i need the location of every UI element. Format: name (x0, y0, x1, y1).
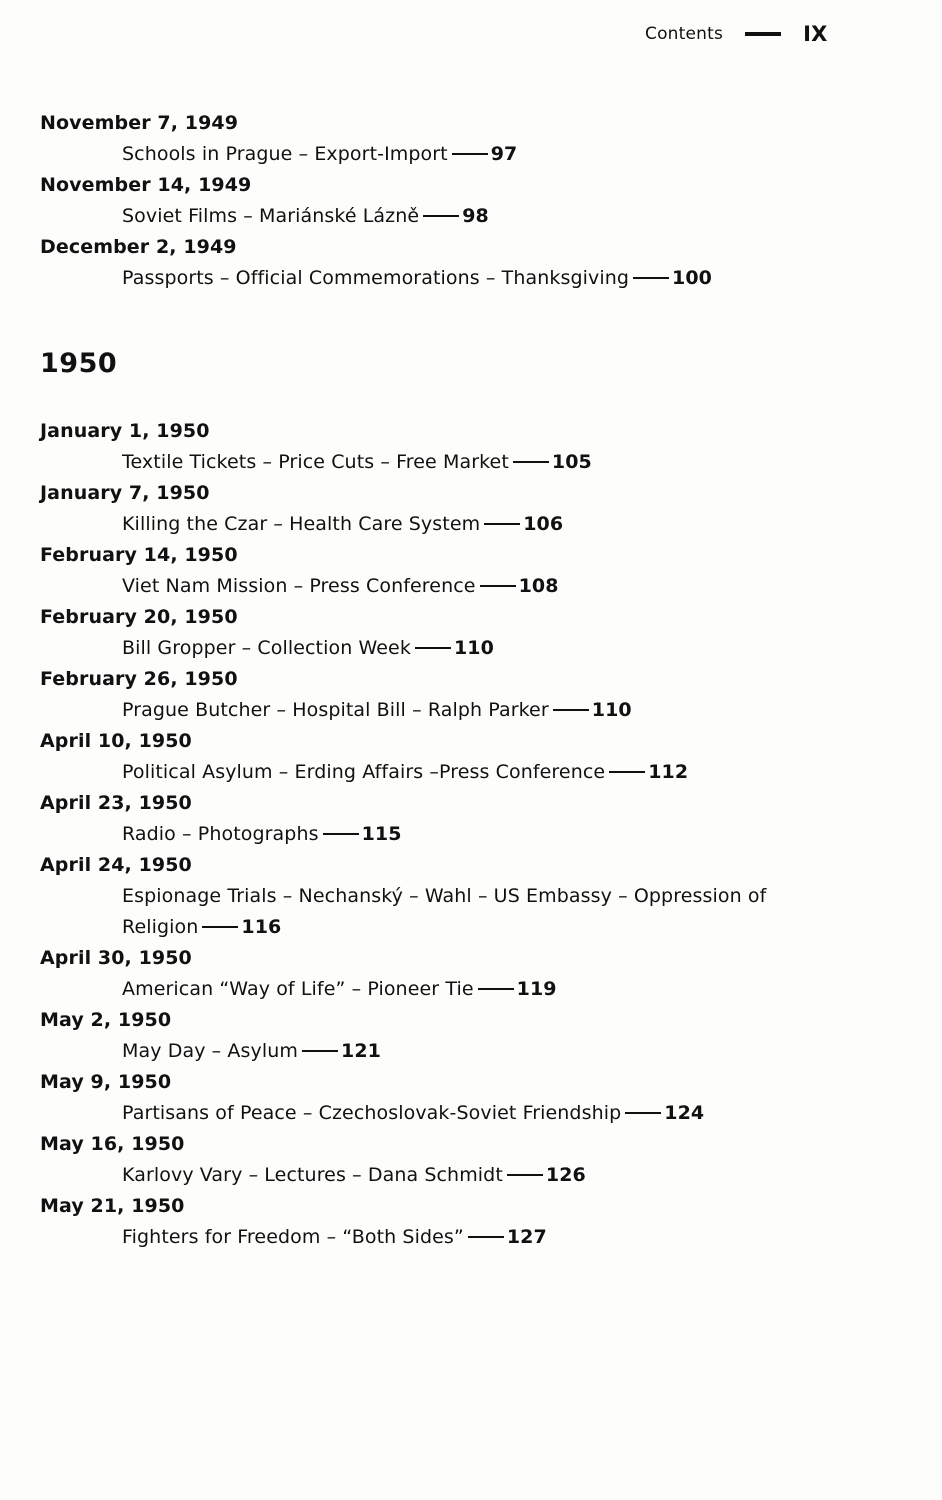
entry-topics: Passports – Official Commemorations – Thanksgiving (122, 267, 630, 289)
entry-line (122, 819, 822, 850)
entry-page-number: 112 (648, 761, 689, 783)
entry-date: April 24, 1950 (40, 854, 192, 876)
toc-entry (40, 478, 920, 540)
toc-entry (40, 1191, 920, 1253)
entry-line (122, 1098, 822, 1129)
toc-entry (40, 416, 920, 478)
entry-leader-rule (507, 1174, 543, 1176)
entry-line (122, 1160, 822, 1191)
toc-entry (40, 602, 920, 664)
running-head-label: Contents (645, 24, 724, 44)
toc-entry (40, 1067, 920, 1129)
entry-line (122, 1036, 822, 1067)
entry-leader-rule (452, 153, 488, 155)
entry-page-number: 110 (591, 699, 632, 721)
entry-leader-rule (423, 215, 459, 217)
toc-entry (40, 664, 920, 726)
entry-topics: Political Asylum – Erding Affairs –Press Conference (122, 761, 606, 783)
entry-page-number: 97 (490, 143, 518, 165)
entry-topics: American “Way of Life” – Pioneer Tie (122, 978, 474, 1000)
entry-page-number: 108 (518, 575, 559, 597)
entry-line (122, 633, 822, 664)
entry-topics: Radio – Photographs (122, 823, 319, 845)
entry-topics: Soviet Films – Mariánské Lázně (122, 205, 420, 227)
entry-page-number: 116 (241, 916, 282, 938)
entry-date: February 20, 1950 (40, 606, 238, 628)
entry-topics: Textile Tickets – Price Cuts – Free Market (122, 451, 509, 473)
entry-topics: Karlovy Vary – Lectures – Dana Schmidt (122, 1164, 503, 1186)
entry-leader-rule (625, 1112, 661, 1114)
entry-page-number: 98 (462, 205, 489, 227)
toc-section-1949 (40, 108, 920, 294)
entry-page-number: 127 (506, 1226, 547, 1248)
entry-line (122, 757, 822, 788)
entry-line (122, 447, 822, 478)
entry-line (122, 1222, 822, 1253)
entry-page-number: 121 (341, 1040, 381, 1062)
entry-line (122, 571, 822, 602)
entry-leader-rule (480, 585, 516, 587)
entry-leader-rule (415, 647, 451, 649)
entry-page-number: 100 (672, 267, 712, 289)
entry-leader-rule (202, 926, 238, 928)
running-head (645, 22, 827, 46)
toc-entry (40, 726, 920, 788)
entry-leader-rule (484, 523, 520, 525)
toc-entry (40, 788, 920, 850)
entry-line (122, 201, 822, 232)
entry-leader-rule (302, 1050, 338, 1052)
entry-leader-rule (609, 771, 645, 773)
entry-leader-rule (513, 461, 549, 463)
entry-date: January 1, 1950 (40, 420, 210, 442)
toc-entry (40, 540, 920, 602)
entry-date: November 14, 1949 (40, 174, 252, 196)
entry-page-number: 115 (361, 823, 402, 845)
entry-page-number: 119 (516, 978, 557, 1000)
entry-date: April 23, 1950 (40, 792, 192, 814)
entry-topics: Prague Butcher – Hospital Bill – Ralph Parker (122, 699, 549, 721)
entry-page-number: 110 (453, 637, 494, 659)
year-heading: 1950 (40, 348, 118, 379)
entry-date: May 16, 1950 (40, 1133, 185, 1155)
entry-leader-rule (633, 277, 669, 279)
entry-date: February 26, 1950 (40, 668, 238, 690)
entry-line (122, 139, 822, 170)
entry-date: April 10, 1950 (40, 730, 192, 752)
toc-section-1950 (40, 416, 920, 1253)
toc-entry (40, 170, 920, 232)
toc-entry (40, 1005, 920, 1067)
entry-page-number: 106 (523, 513, 564, 535)
entry-page-number: 124 (664, 1102, 705, 1124)
entry-date: April 30, 1950 (40, 947, 192, 969)
entry-date: May 9, 1950 (40, 1071, 172, 1093)
entry-page-number: 126 (545, 1164, 586, 1186)
page-number: IX (803, 22, 828, 46)
running-head-rule (745, 32, 781, 36)
entry-line (122, 881, 822, 943)
entry-date: December 2, 1949 (40, 236, 237, 258)
entry-line (122, 509, 822, 540)
entry-date: May 21, 1950 (40, 1195, 185, 1217)
entry-leader-rule (468, 1236, 504, 1238)
toc-entry (40, 232, 920, 294)
entry-topics: Fighters for Freedom – “Both Sides” (122, 1226, 464, 1248)
entry-topics: Schools in Prague – Export-Import (122, 143, 448, 165)
toc-entry (40, 850, 920, 943)
toc-entry (40, 1129, 920, 1191)
entry-leader-rule (553, 709, 589, 711)
entry-topics: Viet Nam Mission – Press Conference (122, 575, 476, 597)
entry-page-number: 105 (551, 451, 592, 473)
entry-date: January 7, 1950 (40, 482, 210, 504)
entry-leader-rule (478, 988, 514, 990)
toc-entry (40, 943, 920, 1005)
entry-topics: Killing the Czar – Health Care System (122, 513, 481, 535)
entry-topics: Espionage Trials – Nechanský – Wahl – US Embassy – Oppression of Religion (122, 885, 767, 938)
entry-topics: May Day – Asylum (122, 1040, 298, 1062)
entry-date: November 7, 1949 (40, 112, 239, 134)
entry-line (122, 974, 822, 1005)
entry-date: February 14, 1950 (40, 544, 238, 566)
entry-topics: Bill Gropper – Collection Week (122, 637, 411, 659)
entry-line (122, 695, 822, 726)
entry-date: May 2, 1950 (40, 1009, 172, 1031)
entry-leader-rule (323, 833, 359, 835)
toc-entry (40, 108, 920, 170)
entry-topics: Partisans of Peace – Czechoslovak-Soviet Friendship (122, 1102, 622, 1124)
entry-line (122, 263, 822, 294)
